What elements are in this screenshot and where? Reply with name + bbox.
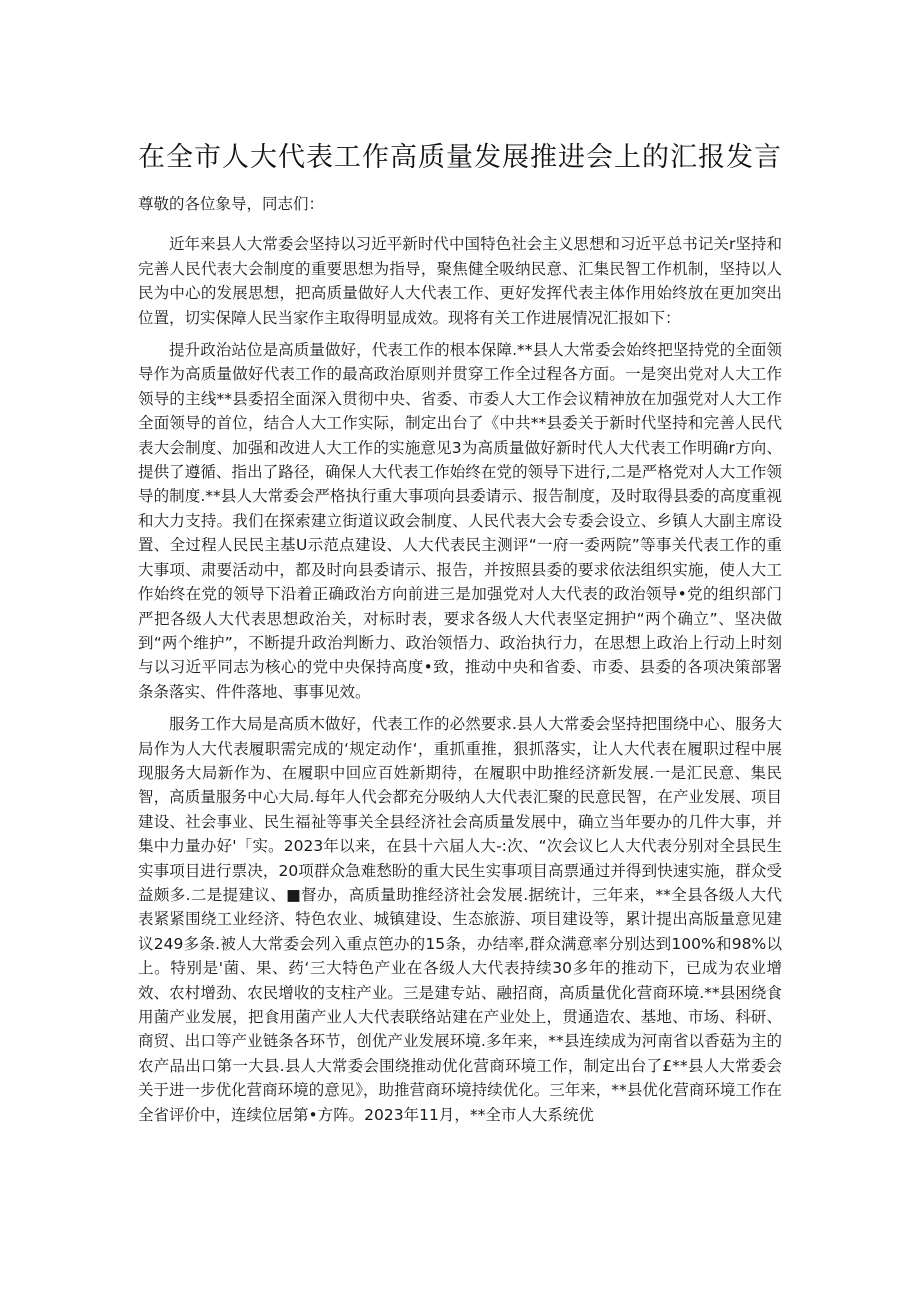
salutation: 尊敬的各位象导，同志们： (138, 195, 325, 213)
document-title: 在全市人大代表工作高质量发展推进会上的汇报发言 (138, 142, 782, 173)
paragraph-serve-overall: 服务工作大局是高质木做好，代表工作的必然要求.县人大常委会坚持把围绕中心、服务大局作为人大代表履职需完成的‘规定动作‘，重抓重推，狠抓落实，让人大代表在履职过程中展现服务大局新作为、在履职中回应百姓新期待，在履职中助推经济新发展.一是汇民意、集民智，高质量服务中心大局.每年人代会都充分吸纳人大代表汇聚的民意民智，在产业发展、项目建设、社会事业、民生福祉等事关全县经济社会高质量发展中，确立当年要办的几件大事，并集中力量办好'「实。2023年以来，在县十六届人大-:次、“次会议匕人大代表分别对全县民生实事项目进行票决，20项群众急难愁盼的重大民生实事项目高票通过并得到快速实施，群众受益颇多.二是提建议、■督办，高质量助推经济社会发展.据统计，三年来，**全县各级人大代表紧紧围绕工业经济、特色农业、城镇建设、生态旅游、项目建设等，累计提出高版量意见建议249多条.被人大常委会列入重点笆办的15条，办结率,群众满意率分别达到100%和98%以上。特别是'菌、果、药‘三大特色产业在各级人大代表持续30多年的推动下，已成为农业增效、农村增劲、农民增收的支柱产业。三是建专站、融招商，高质量优化营商环境.**县困绕食用菌产业发展，把食用菌产业人大代表联络站建在产业处上，贯通造农、基地、市场、科研、商贸、出口等产业链条各环节，创优产业发展环境.多年来，**县连续成为河南省以香菇为主的农产品出口第一大县.县人大常委会围绕推动优化营商环境工作，制定出台了£**县人大常委会关于进一步优化营商环境的意见》，助推营商环境持续优化。三年来，**县优化营商环境工作在全省评价中，连续位居第•方阵。2023年11月，**全市人大系统优 (138, 715, 782, 1124)
paragraph-intro: 近年来县人大常委会坚持以习近平新时代中国特色社会主义思想和习近平总书记关r坚持和完善人民代表大会制度的重要思想为指导，聚焦健全吸纳民意、汇集民智工作机制，坚持以人民为中心的发展思想，把高质量做好人大代表工作、更好发挥代表主体作用始终放在更加突出位置，切实保障人民当家作主取得明显成效。现将有关工作进展情况汇报如下： (138, 235, 782, 327)
paragraph-political-stance: 提升政治站位是高质量做好，代表工作的根本保障.**县人大常委会始终把坚持党的全面领导作为高质量做好代表工作的最高政治原则并贯穿工作全过程各方面。一是突出党对人大工作领导的主线**县委招全面深入贯彻中央、省委、市委人大工作会议精神放在加强党对人大工作全面领导的首位，结合人大工作实际，制定出台了《中共**县委关于新时代坚持和完善人民代表大会制度、加强和改进人大工作的实施意见3为高质量做好新时代人大代表工作明确r方向、提供了遵循、指出了路径，确保人大代表工作始终在党的领导下进行,二是严格党对人大工作领导的制度.**县人大常委会严格执行重大事项向县委请示、报告制度，及时取得县委的高度重视和大力支持。我们在探索建立街道议政会制度、人民代表大会专委会设立、乡镇人大副主席设置、全过程人民民主基U示范点建设、人大代表民主测评“一府一委两院”等事关代表工作的重大事项、肃要活动中，都及时向县委请示、报告，并按照县委的要求依法组织实施，使人大工作始终在党的领导下沿着正确政治方向前进三是加强党对人大代表的政治领导•党的组织部门严把各级人大代表思想政治关，对标时表，要求各级人大代表坚定拥护“两个确立”、坚决做到“两个维护”，不断提升政治判断力、政治领悟力、政治执行力，在思想上政治上行动上时刻与以习近平同志为核心的党中央保持高度•致，推动中央和省委、市委、县委的各项决策部署条条落实、件件落地、事事见效。 (138, 341, 782, 701)
document-body (138, 192, 782, 1135)
